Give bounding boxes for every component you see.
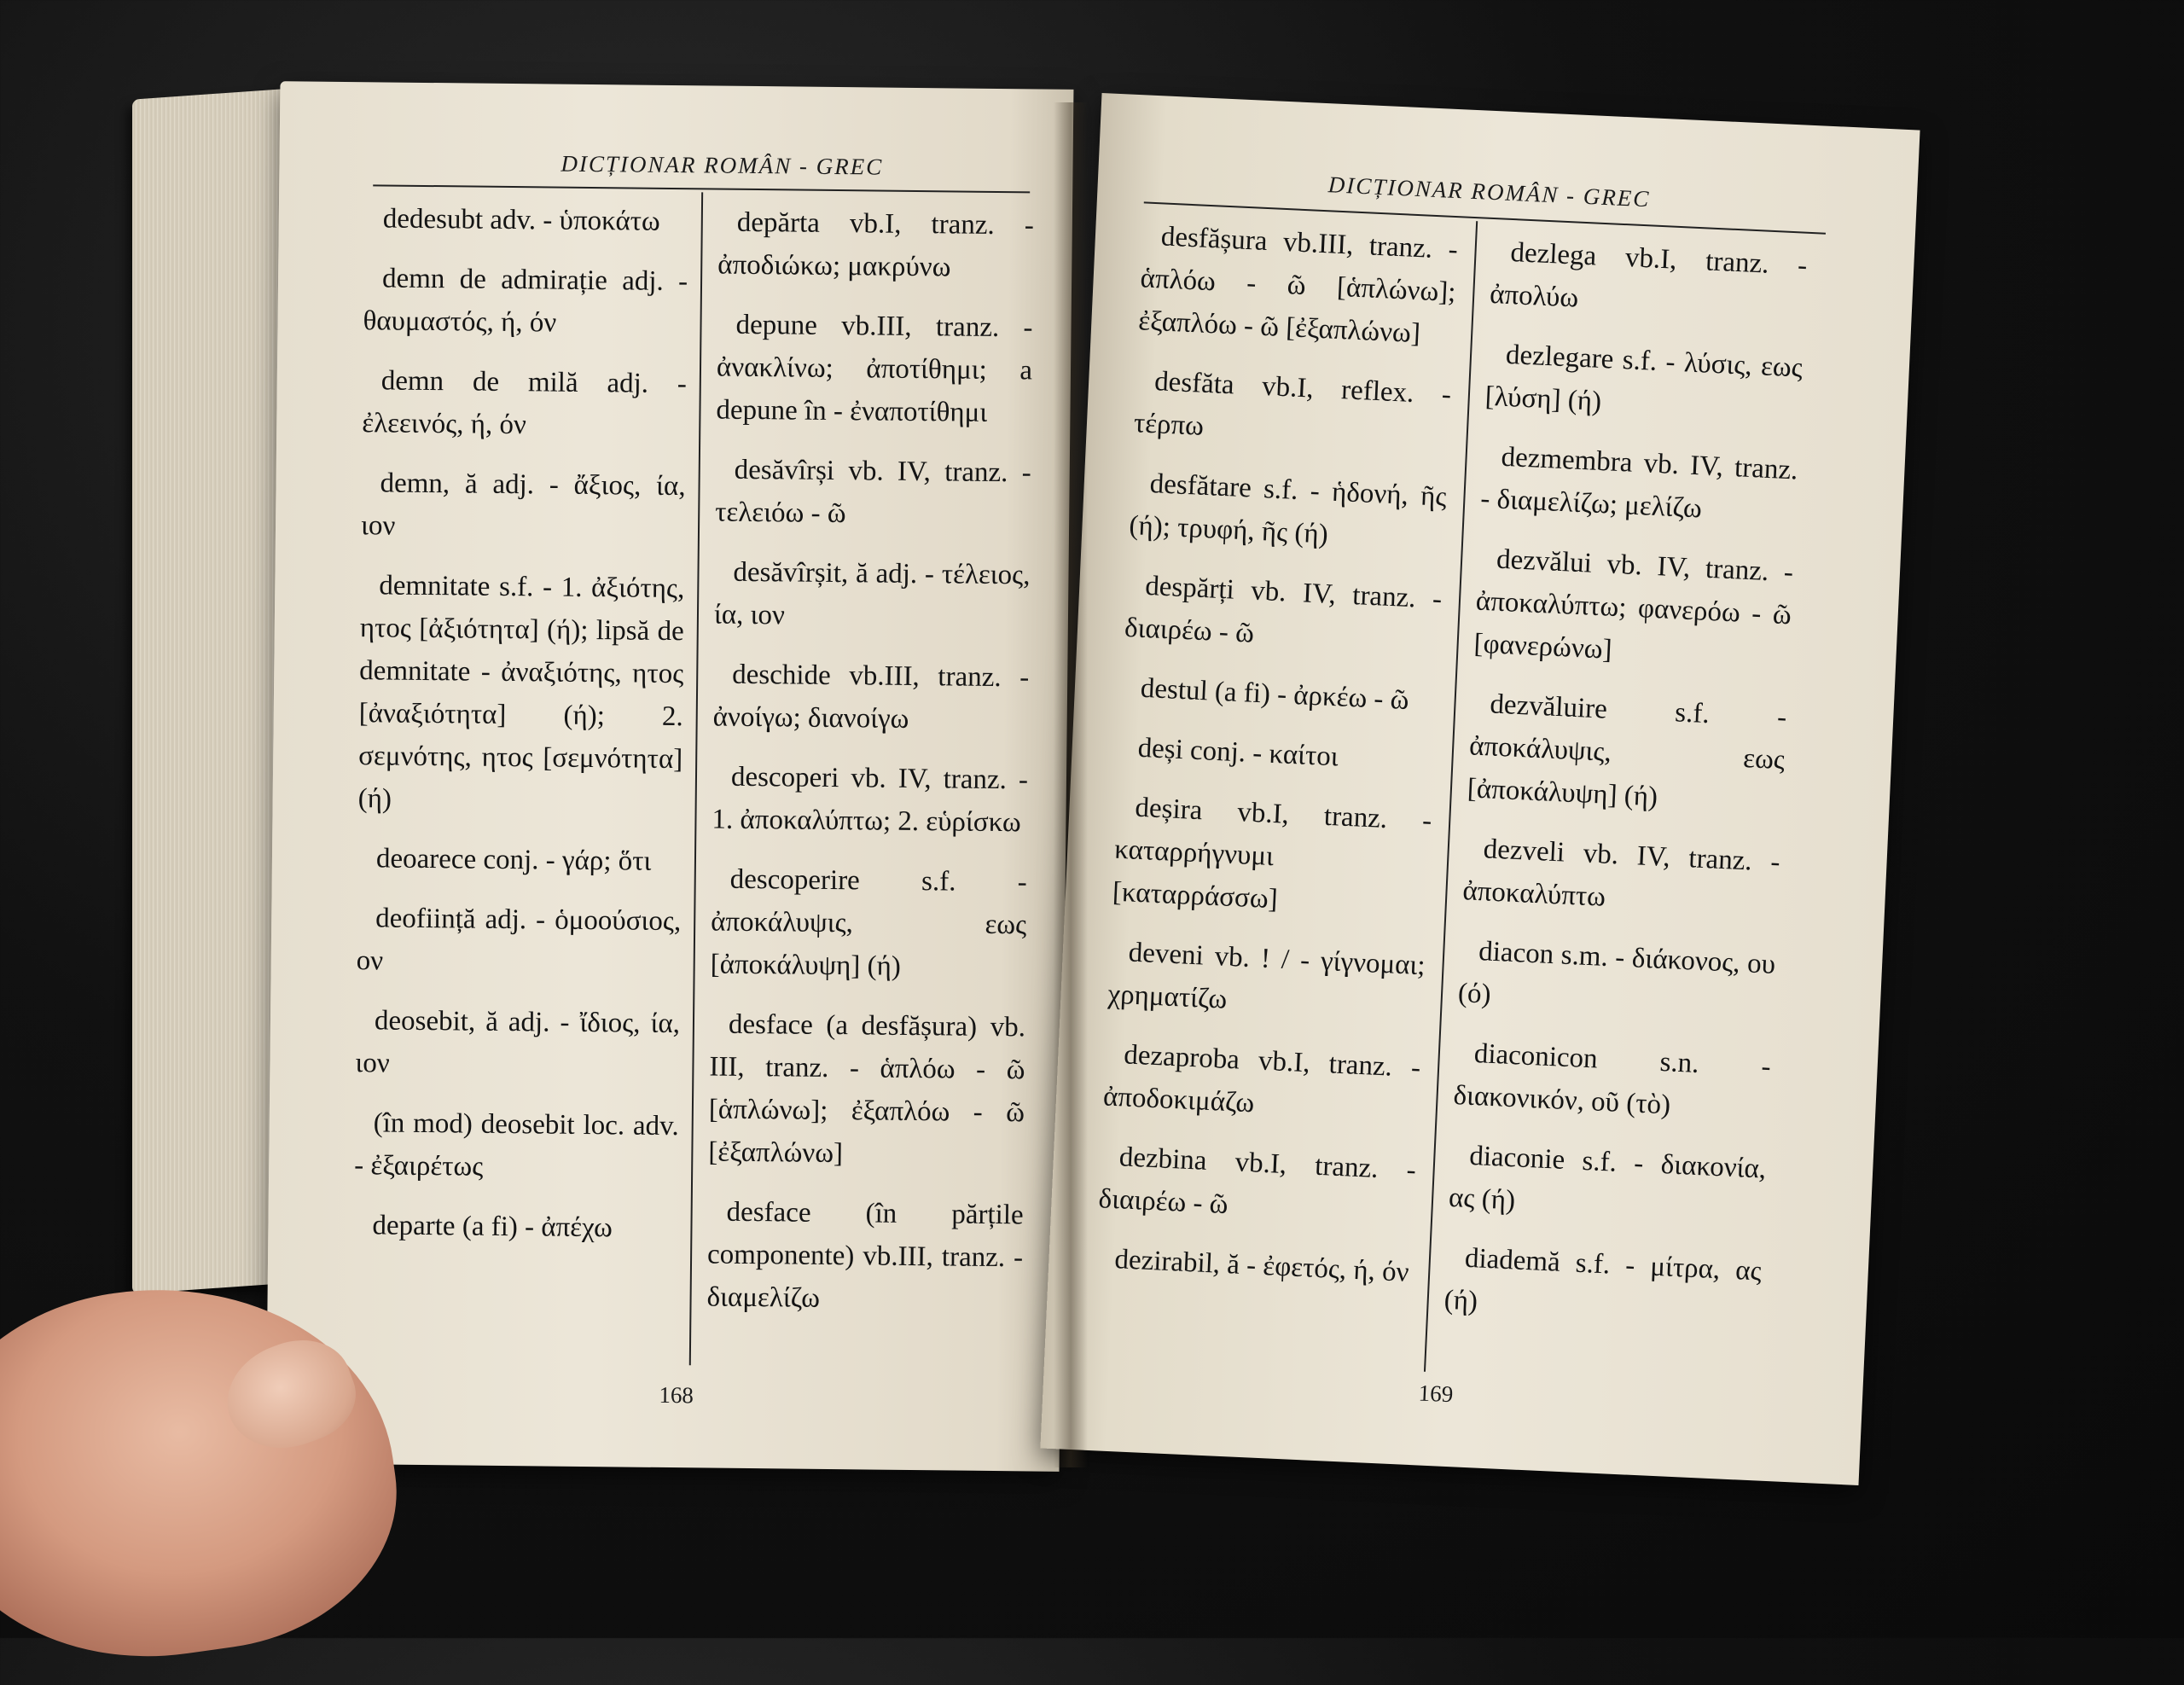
dictionary-entry: dezvălui vb. IV, tranz. - ἀποκαλύπτω; φανερόω - ῶ [φανερώνω]: [1472, 543, 1794, 665]
dictionary-entry: deschide vb.III, tranz. - ἀνοίγω; διανοίγω: [712, 659, 1030, 735]
book-gutter: [1054, 102, 1088, 1467]
dictionary-entry: depărta vb.I, tranz. - ἀποδιώκω; μακρύνω: [717, 206, 1034, 283]
dictionary-entry: deveni vb. ! / - γίγνομαι; χρηματίζω: [1107, 937, 1426, 1015]
dictionary-entry: desăvîrșit, ă adj. - τέλειος, ία, ιον: [713, 556, 1031, 631]
dictionary-entry: dezmembra vb. IV, tranz. - διαμελίζω; μελίζω: [1479, 441, 1799, 525]
right-page-column-1: [1095, 214, 1459, 1310]
dictionary-entry: desfătare s.f. - ἡδονή, ῆς (ή); τρυφή, ῆς (ή): [1128, 468, 1448, 550]
dictionary-entry: deoarece conj. - γάρ; ὅτι: [375, 843, 652, 877]
dictionary-entry: dezlegare s.f. - λύσις, εως [λύση] (ή): [1484, 339, 1804, 417]
dictionary-entry: dezlega vb.I, tranz. - ἀπολύω: [1489, 236, 1809, 314]
dictionary-entry: diaconicon s.n. - διακονικόν, οῦ (τὸ): [1452, 1038, 1772, 1121]
right-page-number: 169: [1418, 1380, 1454, 1408]
dictionary-entry: (în mod) deosebit loc. adv. - ἐξαιρέτως: [354, 1107, 679, 1182]
dictionary-entry: desăvîrși vb. IV, tranz. - τελειόω - ῶ: [715, 454, 1031, 530]
left-column-divider: [689, 192, 703, 1365]
dictionary-entry: desface (a desfășura) vb. III, tranz. - ἁπλόω - ῶ [ἁπλώνω]; ἐξαπλόω - ῶ [ἐξαπλώνω]: [708, 1008, 1026, 1170]
left-page: [266, 81, 1074, 1472]
dictionary-entry: dezirabil, ă - ἐφετός, ή, όν: [1113, 1244, 1410, 1288]
dictionary-entry: dezaproba vb.I, tranz. - ἀποδοκιμάζω: [1102, 1039, 1421, 1119]
dictionary-entry: departe (a fi) - ἀπέχω: [372, 1210, 613, 1244]
left-page-header: DICȚIONAR ROMÂN - GREC: [561, 150, 884, 180]
right-page: [1040, 93, 1920, 1485]
dictionary-entry: deosebit, ă adj. - ἴδιος, ία, ιον: [355, 1005, 681, 1079]
dictionary-entry: dezveli vb. IV, tranz. - ἀποκαλύπτω: [1461, 834, 1781, 913]
left-page-column-1: [353, 197, 688, 1267]
dictionary-entry: destul (a fi) - ἀρκέω - ῶ: [1140, 672, 1410, 717]
dictionary-entry: diacon s.m. - διάκονος, ου (ό): [1457, 936, 1776, 1010]
dictionary-entry: dezvăluire s.f. - ἀποκάλυψις, εως [ἀποκάλυψη] (ή): [1467, 689, 1787, 813]
dictionary-entry: diaconie s.f. - διακονία, ας (ή): [1448, 1140, 1767, 1217]
dictionary-entry: desfășura vb.III, tranz. - ἁπλόω - ῶ [ἁπλώνω]; ἐξαπλόω - ῶ [ἐξαπλώνω]: [1137, 221, 1459, 350]
dictionary-entry: demn, ă adj. - ἄξιος, ία, ιον: [360, 468, 686, 542]
dictionary-entry: dezbina vb.I, tranz. - διαιρέω - ῶ: [1097, 1142, 1417, 1221]
left-page-column-2: [706, 201, 1034, 1339]
dictionary-entry: depune vb.III, tranz. - ἀνακλίνω; ἀποτίθημι; a depune în - ἐναποτίθημι: [716, 309, 1033, 428]
dictionary-entry: desfăta vb.I, reflex. - τέρπω: [1133, 366, 1452, 442]
dictionary-entry: deoființă adj. - ὁμοούσιος, ον: [356, 903, 682, 977]
dictionary-entry: demn de milă adj. - ἐλεεινός, ή, όν: [362, 365, 688, 441]
left-page-number: 168: [659, 1381, 694, 1409]
dictionary-entry: descoperi vb. IV, tranz. - 1. ἀποκαλύπτω; 2. εὑρίσκω: [712, 761, 1029, 839]
dictionary-entry: diademă s.f. - μίτρα, ας (ή): [1443, 1242, 1763, 1317]
dictionary-entry: dedesubt adv. - ὑποκάτω: [382, 203, 660, 237]
dictionary-entry: desface (în părțile componente) vb.III, tranz. - διαμελίζω: [706, 1196, 1024, 1314]
dictionary-entry: descoperire s.f. - ἀποκάλυψις, εως [ἀποκάλυψη] (ή): [710, 863, 1027, 982]
dictionary-entry: deșira vb.I, tranz. - καταρρήγνυμι [καταρράσσω]: [1112, 792, 1433, 915]
right-page-header: DICȚIONAR ROMÂN - GREC: [1327, 171, 1651, 212]
dictionary-entry: demn de admirație adj. - θαυμαστός, ή, όν: [363, 263, 688, 339]
right-page-column-2: [1443, 230, 1809, 1352]
dictionary-entry: deși conj. - καίτοι: [1136, 732, 1339, 773]
dictionary-entry: despărți vb. IV, tranz. - διαιρέω - ῶ: [1124, 570, 1443, 649]
dictionary-entry: demnitate s.f. - 1. ἀξιότης, ητος [ἀξιότητα] (ή); lipsă de demnitate - ἀναξιότης, ητος [ἀναξιότητα] (ή); 2. σεμνότης, ητος [σεμνότητα] (ή): [357, 570, 685, 815]
